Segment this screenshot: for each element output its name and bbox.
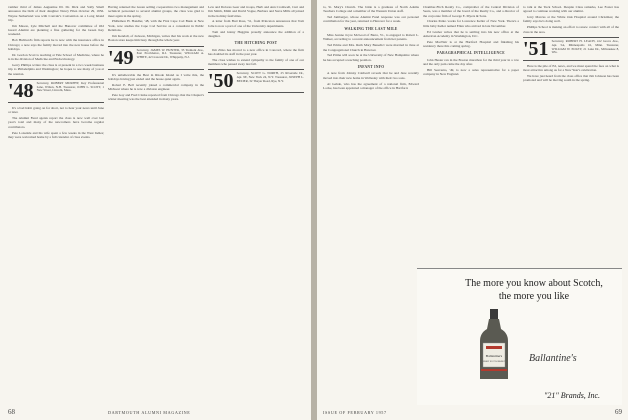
paragraph: Ted Jamberger, whose Alumni Fund response was our personal contribution for the year, returned to Hanover for a week. <box>323 15 419 24</box>
paragraph: Ted Prime will soon be at the University of New Hampshire where he has accepted a teaching position. <box>323 53 419 62</box>
paragraph: It's a bad habit going on for short, not to hear your news until June or later. <box>8 105 104 115</box>
left-column-1 <box>8 5 104 401</box>
paragraph: Having returned the Green selling cooperatives two management and technical personnel to several alumni groups, the class was glad to meet again in the spring. <box>108 5 204 18</box>
paragraph: Bob Hubbard's firm reports he is now with the insurance office in Chicago; a note says the family moved into the new house before the holidays. <box>8 38 104 51</box>
paragraph: Miss Jeanne Joyce McLeod of Barre, Vt., is engaged to Robert L. Walker, according to a recent announcement from her parents. <box>323 33 419 42</box>
paragraph: Ed Gruber writes that he is settling into his new office at the American Academy in Washington, D.C. <box>423 29 519 38</box>
paragraph: Phillemon H. Handler, '48, with the First Cape Cod Bank at New York, now studies the Cape Cod Service as a consultant in Public Relations. <box>108 19 204 33</box>
left-page <box>0 0 311 420</box>
class-note-header <box>523 37 619 61</box>
right-column-3 <box>523 5 619 267</box>
paragraph: Lew and Dolores Geer and troops, Herb and Ann Cromwell, Curt and Jim Smith, Mimi and David Vogue, Barbara and Steve Mills all joined in the holiday festivities. <box>208 5 304 18</box>
paragraph: Jerry Marcus at the White Oak Hospital around Christmas; the family says he's doing well. <box>523 15 619 24</box>
class-note-header <box>208 69 304 93</box>
paragraph: We have just heard from the class office that Jim Johnson has been promoted and will be moving south in the spring. <box>523 74 619 83</box>
paragraph: Dr. Gordon Scott is teaching at Yale School of Medicine, where he is in the division of Medicine and Endocrinology. <box>8 52 104 62</box>
paragraph: Chamber-Fitch Realty Co., comptroller of the Central Division of Sears, was a member of the board of the Realty Co., and a director of the corporate firm of George E. Myers & Sons. <box>423 5 519 18</box>
page-number: 68 <box>8 408 15 416</box>
ad-headline: The more you know about Scotch, the more you like <box>465 278 603 302</box>
class-year: '49 <box>108 46 134 69</box>
paragraph: Pete MacNair is at the Hartford Hospital and finishing his residency there this coming spring. <box>423 39 519 49</box>
class-note-header <box>8 79 104 103</box>
paragraph: John Hester ran in the Boston marathon for the third year in a row and the only pain came the day after. <box>423 57 519 67</box>
paragraph: The class wishes to extend sympathy to the family of one of our members who passed away last fall. <box>208 57 304 67</box>
class-officers: Secretary, ROBERT H. LEACH, 412 Grove Ave., Apt. 5A, Minneapolis 16, Minn. Treasurer, WILLIAM W. POLEY, 21 Lake Dr., Milwaukee 8, Wis. <box>551 38 619 55</box>
paragraph: Phillips School is making an effort to renew contact with all of the class in the area. <box>523 25 619 34</box>
running-footer: ISSUE OF FEBRUARY 1957 <box>323 410 387 415</box>
section-subhead: WALKING THE LAST MILE <box>344 26 398 31</box>
ad-brand-script: Ballantine's <box>529 353 577 364</box>
class-officers: Secretary, SCOTT G. NORTH, 25 Riverside Dr., Apt. 9E, New York 24, N.Y. Treasurer, JOSEPH L. BEZIER, 32 Thayer Road, Rye, N.Y. <box>236 71 304 83</box>
paragraph: Pete Gay and Fred Clarke reported from Chicago that the Chapter's winter meeting was the best attended in many years. <box>108 92 204 102</box>
right-page <box>317 0 628 420</box>
paragraph: vember third of James Augustine III. Dr. Dick and Sally Small announce the birth of their daughter Nancy Ellen October 29, 1956. Wayne Sutherland was with Convair's Convention on a Long Island trip. <box>8 5 104 22</box>
paragraph: Tom and Ginny Huggins proudly announce the addition of a daughter. <box>208 29 304 38</box>
section-subhead: PARAGRAPHICAL INTELLIGENCE <box>437 51 505 56</box>
paragraph: Pete Lonsdale and his wife spent a few weeks in the West Indies; they were welcomed home by a full calendar of class events. <box>8 130 104 139</box>
paragraph: Jim Zitko has moved to a new office in Concord, where the firm has doubled its staff in the past year. <box>208 47 304 56</box>
paragraph: Gerry Phillips writes: the class is at present in a two week business trip to Philadelphia and Washington; he hopes to see many of you at the reunion. <box>8 62 104 76</box>
paragraph: It's unbelievable the Best in Rhode Island as I write this, the holidays having just ended and the house quiet again. <box>108 72 204 81</box>
paragraph: Al Gehde, who has the agreement of a national firm, Edward Locke, has been appointed a manager of the office in Hartford. <box>323 81 419 90</box>
section-subhead: THE HITCHING POST <box>234 41 278 46</box>
class-year: '50 <box>208 70 234 93</box>
class-year: '48 <box>8 79 34 102</box>
section-subhead: INFANT INFO <box>357 65 385 70</box>
scotch-bottle-illustration <box>475 309 513 381</box>
paragraph: Bill Seaverns, '49, is now a sales representative for a paper company in New England. <box>423 67 519 77</box>
ballantines-advertisement <box>417 268 622 405</box>
left-column-3 <box>208 5 304 401</box>
class-note-header <box>108 46 204 70</box>
right-column-2 <box>423 5 519 267</box>
class-year: '51 <box>523 37 549 60</box>
paragraph: Jim Kendall, of Jackson, Michigan, writes that his work at the new Boston store keeps him busy through the whole year. <box>108 33 204 43</box>
right-column-1 <box>323 5 419 401</box>
paragraph: Robert E. Bell recently joined a commercial company in the Midwest where he is now a division engineer. <box>108 82 204 92</box>
paragraph: Ted Prime and Mrs. Ruth Mary Benedict were married in June at the Congregational Church in Hanover. <box>323 43 419 52</box>
bottle-label-text: Ballantine's <box>485 354 503 358</box>
bottle-label-subtext: FINEST SCOTCH WHISKY <box>482 361 506 363</box>
paragraph: Here is the pile of Ed, news, and we must spend the fees on what is most attractive among us for a New Year's celebration. <box>523 63 619 73</box>
running-footer: DARTMOUTH ALUMNI MAGAZINE <box>108 410 191 415</box>
class-officers: Secretary, JAMES W. HUNTER, 33 Tremont Ave., East Providence, R.I. Treasurer, WILLIAM A. WHITE, 42 Crescent Dr., Whippany, N.J. <box>136 47 204 60</box>
ad-footer-brand: "21" Brands, Inc. <box>543 391 601 400</box>
class-officers: Secretary, ROBERT MURPHY, Key Professional Lane, Wilton, N.H. Treasurer, JOHN L. SCOTT, 1 New Street, Lincoln, Mass. <box>36 80 104 93</box>
page-number: 69 <box>615 408 622 416</box>
paragraph: The Alumni Fund agents report the class is now well over last year's total and many of the newcomers have become regular contributors. <box>8 116 104 129</box>
paragraph: Charles Peiko works for Lawrence Keller of New York. There's a little baby Keller named Ellen who arrived in late November. <box>423 19 519 28</box>
left-column-2 <box>108 5 204 401</box>
paragraph: to talk at the Tuck School. Despite Class remarks, Lee Foster has agreed to continue working with our alumni. <box>523 5 619 14</box>
paragraph: A note from Johnny Caldwell reveals that he and Jane recently moved into their new home in Wellesley with their two sons. <box>323 71 419 80</box>
paragraph: Jim Mason, Lyle Mitchell and the Hanover committee of Old Guard Alumni are plenning a fine gathering for the Green Key weekend. <box>8 23 104 37</box>
paragraph: A letter from Bud Ross, '51, from Princeton announces that Tom Jolie is now a part of one of the University departments. <box>208 19 304 28</box>
paragraph: to, St. Mary's Church. The bride is a graduate of North Adams Teachers College and a member of the Western Union staff. <box>323 5 419 14</box>
